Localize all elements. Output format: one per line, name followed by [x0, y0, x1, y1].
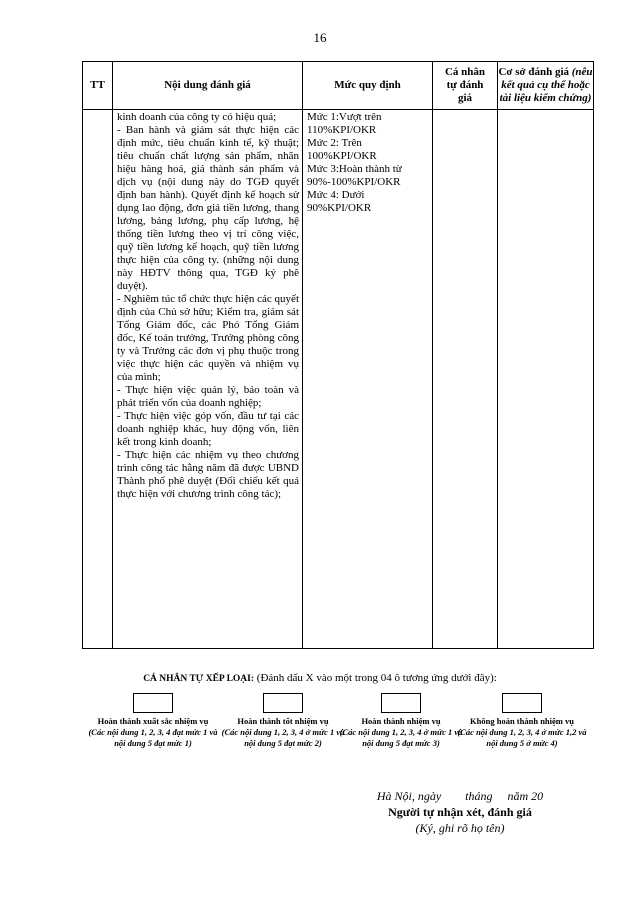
level-4: Mức 4: Dưới 90%KPI/OKR	[307, 189, 372, 214]
cell-tt	[83, 110, 113, 649]
header-basis	[498, 62, 594, 110]
level-1: Mức 1:Vượt trên 110%KPI/OKR	[307, 111, 382, 136]
ranking-option-excellent	[88, 693, 218, 749]
checkbox-incomplete[interactable]	[502, 693, 542, 713]
header-self-eval-line3: giá	[457, 92, 473, 104]
content-paragraph: - Thực hiện việc quản lý, bảo toàn và phát triển vốn của doanh nghiệp;	[117, 384, 299, 409]
option-note: (Các nội dung 1, 2, 3, 4 đạt mức 1 và nội dung 5 đạt mức 1)	[88, 727, 218, 748]
option-label: Hoàn thành xuất sắc nhiệm vụ	[97, 716, 209, 726]
cell-content	[113, 110, 303, 649]
option-note: (Các nội dung 1, 2, 3, 4 ở mức 1 và nội dung 5 đạt mức 3)	[339, 727, 463, 748]
header-tt: TT	[83, 62, 113, 110]
header-level: Mức quy định	[303, 62, 433, 110]
content-paragraph: - Thực hiện việc góp vốn, đầu tư tại các doanh nghiệp khác, huy động vốn, liên kết trong kinh doanh;	[117, 410, 299, 448]
option-note: (Các nội dung 1, 2, 3, 4 ở mức 1,2 và nội dung 5 ở mức 4)	[457, 727, 587, 748]
option-label: Không hoàn thành nhiệm vụ	[470, 716, 574, 726]
checkbox-excellent[interactable]	[133, 693, 173, 713]
header-basis-bold: Cơ sở đánh giá	[498, 66, 570, 78]
option-label: Hoàn thành tốt nhiệm vụ	[237, 716, 329, 726]
signature-note: (Ký, ghi rõ họ tên)	[415, 821, 505, 835]
evaluation-table	[82, 61, 594, 649]
ranking-option-good	[218, 693, 348, 749]
ranking-option-complete	[336, 693, 466, 749]
checkbox-complete[interactable]	[381, 693, 421, 713]
self-ranking-note: (Đánh dấu X vào một trong 04 ô tương ứng dưới đây):	[256, 672, 497, 684]
content-paragraph: - Thực hiện các nhiệm vụ theo chương trình công tác hằng năm đã được UBND Thành phố phê duyệt (Đối chiếu kết quả thực hiện với chương trình công tác);	[117, 449, 299, 500]
self-ranking-instruction	[0, 672, 640, 684]
option-note: (Các nội dung 1, 2, 3, 4 ở mức 1 và nội dung 5 đạt mức 2)	[221, 727, 345, 748]
content-paragraph: - Nghiêm túc tổ chức thực hiện các quyết định của Chủ sở hữu; Kiểm tra, giám sát Tổng Giám đốc, các Phó Tổng Giám đốc, Kế toán trưởng, Trưởng phòng công ty và Trưởng các đơn vị phụ thuộc trong việc thực hiện các quyền và nhiệm vụ của mình;	[117, 293, 299, 383]
content-paragraph: - Ban hành và giám sát thực hiện các định mức, tiêu chuẩn kinh tế, kỹ thuật; tiêu chuẩn chất lượng sản phẩm, nhãn hiệu hàng hoá, giá thành sản phẩm và dịch vụ (nội dung này do TGĐ quyết định ban hành). Quyết định kế hoạch sử dụng lao động, đơn giá tiền lương, thang lương, bảng lương, phụ cấp lương, hệ thống tiền lương theo vị trí công việc, quỹ tiền lương kế hoạch, quỹ tiền lương thực hiện của công ty. (những nội dung này HĐTV thông qua, TGĐ ký phê duyệt).	[117, 124, 299, 292]
cell-self-eval[interactable]	[433, 110, 498, 649]
self-ranking-title: CÁ NHÂN TỰ XẾP LOẠI:	[143, 674, 255, 684]
page-number: 16	[313, 30, 327, 45]
header-content: Nội dung đánh giá	[113, 62, 303, 110]
signature-title: Người tự nhận xét, đánh giá	[388, 805, 532, 819]
header-self-eval-line1: Cá nhân	[444, 66, 486, 78]
signature-date: Hà Nội, ngày tháng năm 20	[376, 789, 544, 803]
option-label: Hoàn thành nhiệm vụ	[361, 716, 441, 726]
ranking-option-incomplete	[457, 693, 587, 749]
level-2: Mức 2: Trên 100%KPI/OKR	[307, 137, 377, 162]
table-header-row	[83, 62, 594, 110]
cell-basis[interactable]	[498, 110, 594, 649]
header-self-eval-line2: tự đánh	[446, 79, 484, 91]
content-paragraph: kinh doanh của công ty có hiệu quả;	[117, 111, 277, 123]
header-basis-italic: (nêu kết quả cụ thể hoặc tài liệu kiểm chứng)	[499, 66, 593, 104]
level-3: Mức 3:Hoàn thành từ 90%-100%KPI/OKR	[307, 163, 402, 188]
table-row	[83, 110, 594, 649]
checkbox-good[interactable]	[263, 693, 303, 713]
header-self-eval	[433, 62, 498, 110]
cell-levels	[303, 110, 433, 649]
